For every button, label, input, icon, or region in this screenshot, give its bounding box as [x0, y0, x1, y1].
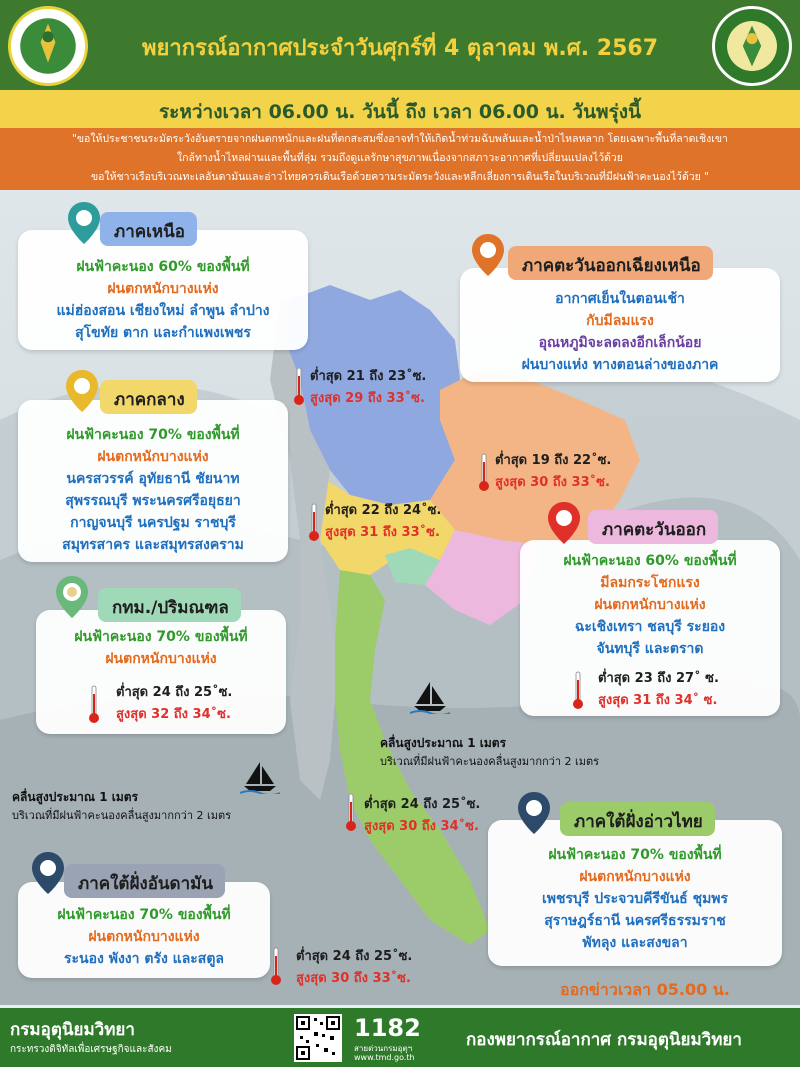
east-line: จันทบุรี และตราด: [596, 641, 704, 657]
bangkok-label: กทม./ปริมณฑล: [98, 588, 241, 622]
warning-notice: [0, 128, 800, 190]
east-temperature: [598, 668, 719, 712]
location-pin-icon: [30, 850, 66, 896]
northeast-label: ภาคตะวันออกเฉียงเหนือ: [508, 246, 713, 280]
issue-time: ออกข่าวเวลา 05.00 น.: [560, 980, 730, 999]
footer-division: กองพยากรณ์อากาศ กรมอุตุนิยมวิทยา: [466, 1030, 742, 1050]
east-line: ฉะเชิงเทรา ชลบุรี ระยอง: [574, 619, 726, 635]
south-andaman-temp-max: สูงสุด 30 ถึง 33˚ซ.: [296, 971, 411, 986]
hotline-website: www.tmd.go.th: [354, 1053, 415, 1062]
east-label: ภาคตะวันออก: [588, 510, 718, 544]
location-pin-icon: [470, 232, 506, 278]
south-andaman-temperature: [296, 946, 412, 990]
thermometer-icon: [270, 946, 282, 986]
bangkok-line: ฝนฟ้าคะนอง 70% ของพื้นที่: [74, 629, 248, 645]
south-gulf-temp-min: ต่ำสุด 24 ถึง 25˚ซ.: [364, 797, 481, 812]
south-andaman-temp-min: ต่ำสุด 24 ถึง 25˚ซ.: [296, 949, 413, 964]
sailboat-icon: [240, 760, 280, 794]
thermometer-icon: [478, 452, 490, 492]
south-andaman-line: ระนอง พังงา ตรัง และสตูล: [63, 951, 225, 967]
sailboat-icon: [410, 680, 450, 714]
north-temp-min: ต่ำสุด 21 ถึง 23˚ซ.: [310, 369, 427, 384]
thermometer-icon: [308, 502, 320, 542]
north-temperature: [310, 366, 426, 410]
central-label: ภาคกลาง: [100, 380, 197, 414]
andaman-wave-detail: บริเวณที่มีฝนฟ้าคะนองคลื่นสูงมากกว่า 2 เมตร: [12, 809, 232, 822]
east-line: ฝนฟ้าคะนอง 60% ของพื้นที่: [563, 553, 737, 569]
northeast-line: ฝนบางแห่ง ทางตอนล่างของภาค: [521, 357, 719, 373]
south-andaman-line: ฝนฟ้าคะนอง 70% ของพื้นที่: [57, 907, 231, 923]
andaman-wave-title: คลื่นสูงประมาณ 1 เมตร: [12, 790, 139, 804]
south-gulf-temp-max: สูงสุด 30 ถึง 34˚ซ.: [364, 819, 479, 834]
north-line: สุโขทัย ตาก และกำแพงเพชร: [75, 325, 251, 341]
north-line: แม่ฮ่องสอน เชียงใหม่ ลำพูน ลำปาง: [56, 303, 270, 319]
north-card: [18, 230, 308, 350]
northeast-temp-min: ต่ำสุด 19 ถึง 22˚ซ.: [495, 453, 612, 468]
east-temp-max: สูงสุด 31 ถึง 34˚ ซ.: [598, 693, 718, 708]
central-temp-min: ต่ำสุด 22 ถึง 24˚ซ.: [325, 503, 442, 518]
east-line: มีลมกระโชกแรง: [600, 575, 700, 591]
notice-line: ขอให้ชาวเรือบริเวณทะเลอันดามันและอ่าวไทยควรเดินเรือด้วยความระมัดระวังและหลีกเลี่ยงการเดินเรือในบริเวณที่มีฝนฟ้าคะนองไว้ด้วย ": [91, 171, 709, 183]
footer-ministry: กระทรวงดิจิทัลเพื่อเศรษฐกิจและสังคม: [10, 1044, 172, 1055]
south-gulf-label: ภาคใต้ฝั่งอ่าวไทย: [560, 802, 715, 836]
south-gulf-line: พัทลุง และสงขลา: [582, 935, 688, 951]
south-gulf-temperature: [364, 794, 480, 838]
south-andaman-line: ฝนตกหนักบางแห่ง: [88, 929, 200, 945]
central-line: ฝนตกหนักบางแห่ง: [97, 449, 209, 465]
time-range-bar: [0, 90, 800, 128]
central-line: ฝนฟ้าคะนอง 70% ของพื้นที่: [66, 427, 240, 443]
north-temp-max: สูงสุด 29 ถึง 33˚ซ.: [310, 391, 425, 406]
location-pin-icon: [54, 574, 90, 620]
northeast-line: กับมีลมแรง: [586, 313, 654, 329]
footer: [0, 1008, 800, 1067]
footer-org: กรมอุตุนิยมวิทยา: [10, 1020, 135, 1040]
gulf-wave-detail: บริเวณที่มีฝนฟ้าคะนองคลื่นสูงมากกว่า 2 เมตร: [380, 755, 600, 768]
thermometer-icon: [572, 670, 584, 710]
east-temp-min: ต่ำสุด 23 ถึง 27˚ ซ.: [598, 671, 719, 686]
central-temperature: [325, 500, 441, 544]
north-label: ภาคเหนือ: [100, 212, 197, 246]
thermometer-icon: [88, 684, 100, 724]
central-card: [18, 400, 288, 562]
gulf-wave-title: คลื่นสูงประมาณ 1 เมตร: [380, 736, 507, 750]
north-line: ฝนฟ้าคะนอง 60% ของพื้นที่: [76, 259, 250, 275]
central-temp-max: สูงสุด 31 ถึง 33˚ซ.: [325, 525, 440, 540]
time-range: ระหว่างเวลา 06.00 น. วันนี้ ถึง เวลา 06.00 น. วันพรุ่งนี้: [158, 101, 642, 123]
east-line: ฝนตกหนักบางแห่ง: [594, 597, 706, 613]
hotline-number: 1182: [354, 1014, 421, 1042]
central-line: สุพรรณบุรี พระนครศรีอยุธยา: [65, 493, 241, 509]
location-pin-icon: [516, 790, 552, 836]
central-line: กาญจนบุรี นครปฐม ราชบุรี: [70, 515, 236, 531]
northeast-temp-max: สูงสุด 30 ถึง 33˚ซ.: [495, 475, 610, 490]
south-gulf-line: สุราษฎร์ธานี นครศรีธรรมราช: [544, 913, 726, 929]
central-line: นครสวรรค์ อุทัยธานี ชัยนาท: [66, 471, 240, 487]
south-gulf-line: ฝนตกหนักบางแห่ง: [579, 869, 691, 885]
thermometer-icon: [293, 366, 305, 406]
hotline-caption: [354, 1044, 415, 1062]
ministry-logo: [8, 6, 88, 86]
location-pin-icon: [546, 500, 582, 546]
south-gulf-line: เพชรบุรี ประจวบคีรีขันธ์ ชุมพร: [541, 891, 729, 907]
tmd-logo: [712, 6, 792, 86]
south-andaman-label: ภาคใต้ฝั่งอันดามัน: [64, 864, 225, 898]
andaman-wave-info: [12, 788, 231, 825]
south-gulf-card: [488, 820, 782, 966]
header-bar: [0, 0, 800, 90]
northeast-line: อุณหภูมิจะลดลงอีกเล็กน้อย: [538, 335, 702, 351]
northeast-line: อากาศเย็นในตอนเช้า: [555, 291, 685, 307]
page-title: พยากรณ์อากาศประจำวันศุกร์ที่ 4 ตุลาคม พ.ศ. 2567: [141, 36, 659, 61]
south-gulf-line: ฝนฟ้าคะนอง 70% ของพื้นที่: [548, 847, 722, 863]
notice-line: "ขอให้ประชาชนระมัดระวังอันตรายจากฝนตกหนักและฝนที่ตกสะสมซึ่งอาจทำให้เกิดน้ำท่วมฉับพลันและน้ำป่าไหลหลาก โดยเฉพาะพื้นที่ลาดเชิงเขา: [72, 133, 728, 145]
northeast-temperature: [495, 450, 611, 494]
thermometer-icon: [345, 792, 357, 832]
bangkok-temp-min: ต่ำสุด 24 ถึง 25˚ซ.: [116, 685, 233, 700]
location-pin-icon: [66, 200, 102, 246]
central-line: สมุทรสาคร และสมุทรสงคราม: [62, 537, 244, 553]
bangkok-temp-max: สูงสุด 32 ถึง 34˚ซ.: [116, 707, 231, 722]
hotline-caption-line: สายด่วนกรมอุตุฯ: [354, 1044, 413, 1053]
northeast-card: [460, 268, 780, 382]
north-line: ฝนตกหนักบางแห่ง: [107, 281, 219, 297]
gulf-wave-info: [380, 734, 599, 771]
qr-code-icon[interactable]: [294, 1014, 342, 1062]
notice-line: ใกล้ทางน้ำไหลผ่านและพื้นที่ลุ่ม รวมถึงดูแลรักษาสุขภาพเนื่องจากสภาวะอากาศที่เปลี่ยนแปลงไว้ด้วย: [177, 152, 623, 164]
location-pin-icon: [64, 368, 100, 414]
bangkok-temperature: [116, 682, 232, 726]
bangkok-line: ฝนตกหนักบางแห่ง: [105, 651, 217, 667]
